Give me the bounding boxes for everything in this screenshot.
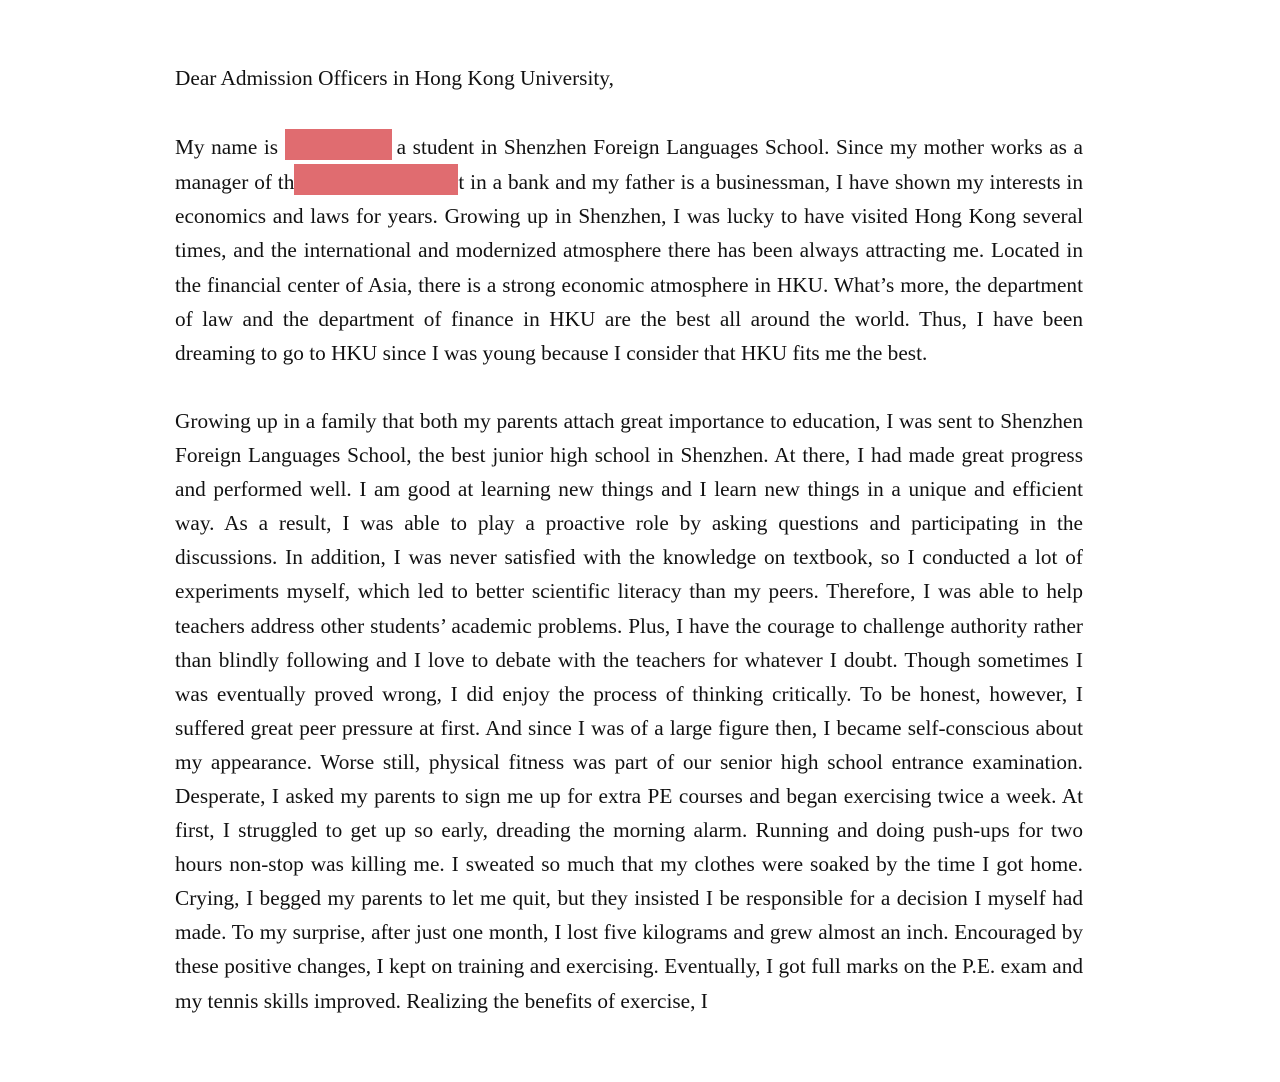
p1-text-end: t in a bank and my father is a businessman, I have shown my interests in economics and laws for years. Growing up in Shenzhen, I was lucky to have visited Hong Kong several times, and the international and modernized atmosphere there has been always attracting me. Located in the financial center of Asia, there is a strong economic atmosphere in HKU. What’s more, the department of law and the department of finance in HKU are the best all around the world. Thus, I have been dreaming to go to HKU since I was young because I consider that HKU fits me the best.	[175, 170, 1083, 365]
redacted-department-block	[294, 164, 458, 195]
paragraph-2: Growing up in a family that both my parents attach great importance to education, I was sent to Shenzhen Foreign Languages School, the best junior high school in Shenzhen. At there, I had made great progress and performed well. I am good at learning new things and I learn new things in a unique and efficient way. As a result, I was able to play a proactive role by asking questions and participating in the discussions. In addition, I was never satisfied with the knowledge on textbook, so I conducted a lot of experiments myself, which led to better scientific literacy than my peers. Therefore, I was able to help teachers address other students’ academic problems. Plus, I have the courage to challenge authority rather than blindly following and I love to debate with the teachers for whatever I doubt. Though sometimes I was eventually proved wrong, I did enjoy the process of thinking critically. To be honest, however, I suffered great peer pressure at first. And since I was of a large figure then, I became self-conscious about my appearance. Worse still, physical fitness was part of our senior high school entrance examination. Desperate, I asked my parents to sign me up for extra PE courses and began exercising twice a week. At first, I struggled to get up so early, dreading the morning alarm. Running and doing push-ups for two hours non-stop was killing me. I sweated so much that my clothes were soaked by the time I got home. Crying, I begged my parents to let me quit, but they insisted I be responsible for a decision I myself had made. To my surprise, after just one month, I lost five kilograms and grew almost an inch. Encouraged by these positive changes, I kept on training and exercising. Eventually, I got full marks on the P.E. exam and my tennis skills improved. Realizing the benefits of exercise, I	[175, 408, 1083, 1013]
redacted-name-block	[285, 129, 392, 160]
paragraph-1	[175, 129, 1083, 370]
salutation: Dear Admission Officers in Hong Kong University,	[175, 66, 614, 90]
p1-text-start: My name is	[175, 135, 285, 160]
p1-text-middle: a student in Shenzhen Foreign Languages School. Since my mother works as a manager of th	[175, 135, 1083, 195]
letter-body	[175, 61, 1083, 1052]
